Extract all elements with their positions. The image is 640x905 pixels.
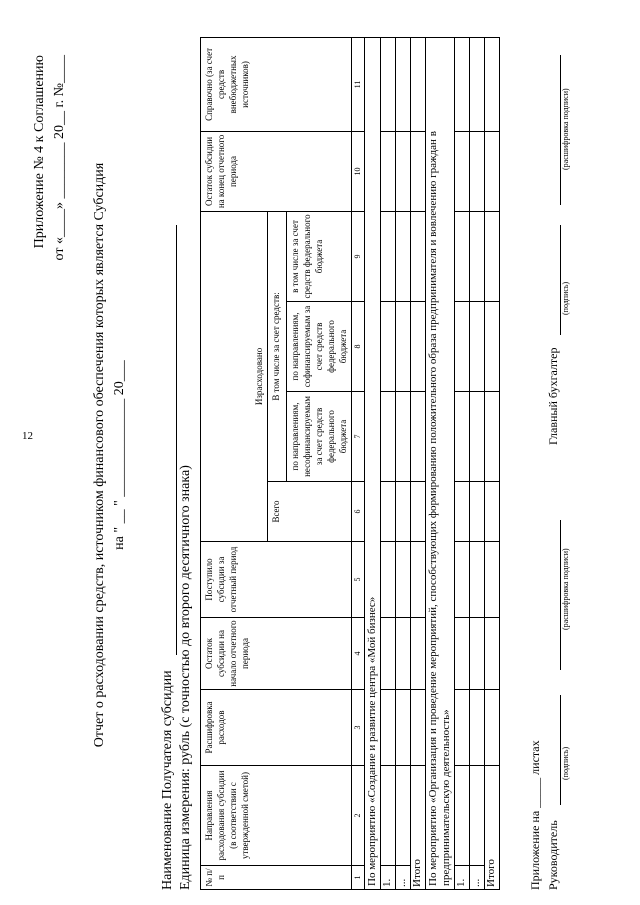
header-cofinanced: по направлениям, софинансируемым за счет средств федерального бюджета xyxy=(287,302,352,392)
report-table xyxy=(200,37,500,890)
header-including: В том числе за счет средств: xyxy=(268,211,287,481)
header-nonfinanced: по направлениям, несофинансируемым за счет средств федерального бюджета xyxy=(287,392,352,482)
accountant-decode-caption: (расшифровка подписи) xyxy=(561,88,570,170)
landscape-page xyxy=(10,15,630,895)
col-number: 11 xyxy=(352,37,365,131)
col-number: 3 xyxy=(352,690,365,766)
annex-header xyxy=(30,55,70,305)
table-row xyxy=(470,37,485,889)
header-no: № п/п xyxy=(201,866,352,890)
recipient-underline xyxy=(176,225,177,655)
header-direction: Направления расходования субсидии (в соответствии с утвержденной сметой) xyxy=(201,766,352,866)
header-balance-start: Остаток субсидии на начало отчетного периода xyxy=(201,618,352,690)
col-number: 2 xyxy=(352,766,365,866)
report-title: Отчет о расходовании средств, источником финансового обеспечения которых является Субсидия xyxy=(92,162,107,748)
row-number: 1. xyxy=(455,866,470,890)
total-label: Итого xyxy=(411,766,426,890)
col-number: 1 xyxy=(352,866,365,890)
recipient-label: Наименование Получателя субсидии xyxy=(160,670,175,890)
table-row xyxy=(455,37,470,889)
header-decode: Расшифровка расходов xyxy=(201,690,352,766)
director-signature-caption: (подпись) xyxy=(561,746,570,780)
col-number: 10 xyxy=(352,131,365,211)
col-number: 9 xyxy=(352,211,365,301)
header-balance-end: Остаток субсидии на конец отчетного периода xyxy=(201,131,352,211)
section-header: По мероприятию «Создание и развитие центра «Мой бизнес» xyxy=(365,37,381,889)
header-reference: Справочно (за счет средств внебюджетных источников) xyxy=(201,37,352,131)
annex-title: Приложение № 4 к Соглашению xyxy=(32,55,47,249)
row-number: ... xyxy=(470,866,485,890)
annex-pages: Приложение на _____ листах xyxy=(528,740,542,890)
annex-agreement-line: от «____» ________ 20__ г. №____ xyxy=(52,55,67,261)
col-number: 4 xyxy=(352,618,365,690)
page-number: 12 xyxy=(22,430,33,442)
header-federal: в том числе за счет средств федерального бюджета xyxy=(287,211,352,301)
col-number: 8 xyxy=(352,302,365,392)
report-date: на " __ " ______________ 20___ xyxy=(112,360,127,550)
unit-label: Единица измерения: рубль (с точностью до второго десятичного знака) xyxy=(178,465,193,890)
row-number: 1. xyxy=(381,866,396,890)
section-header: По мероприятию «Организация и проведение мероприятий, способствующих формированию положительного образа предпринимателя и вовлечению граждан в предпринимательскую деятельность» xyxy=(426,37,455,889)
col-number: 7 xyxy=(352,392,365,482)
table-row xyxy=(381,37,396,889)
accountant-label: Главный бухгалтер xyxy=(546,347,560,445)
header-total: Всего xyxy=(268,482,352,542)
column-numbers-row xyxy=(352,37,365,889)
row-number: ... xyxy=(396,866,411,890)
director-label: Руководитель xyxy=(546,820,560,890)
col-number: 6 xyxy=(352,482,365,542)
director-decode-caption: (расшифровка подписи) xyxy=(561,548,570,630)
header-spent: Израсходовано xyxy=(201,211,268,541)
header-received: Поступило субсидии за отчетный период xyxy=(201,542,352,618)
accountant-signature-line xyxy=(560,225,561,335)
total-row xyxy=(485,37,500,889)
col-number: 5 xyxy=(352,542,365,618)
total-row xyxy=(411,37,426,889)
accountant-signature-caption: (подпись) xyxy=(561,281,570,315)
table-row xyxy=(396,37,411,889)
total-label: Итого xyxy=(485,766,500,890)
